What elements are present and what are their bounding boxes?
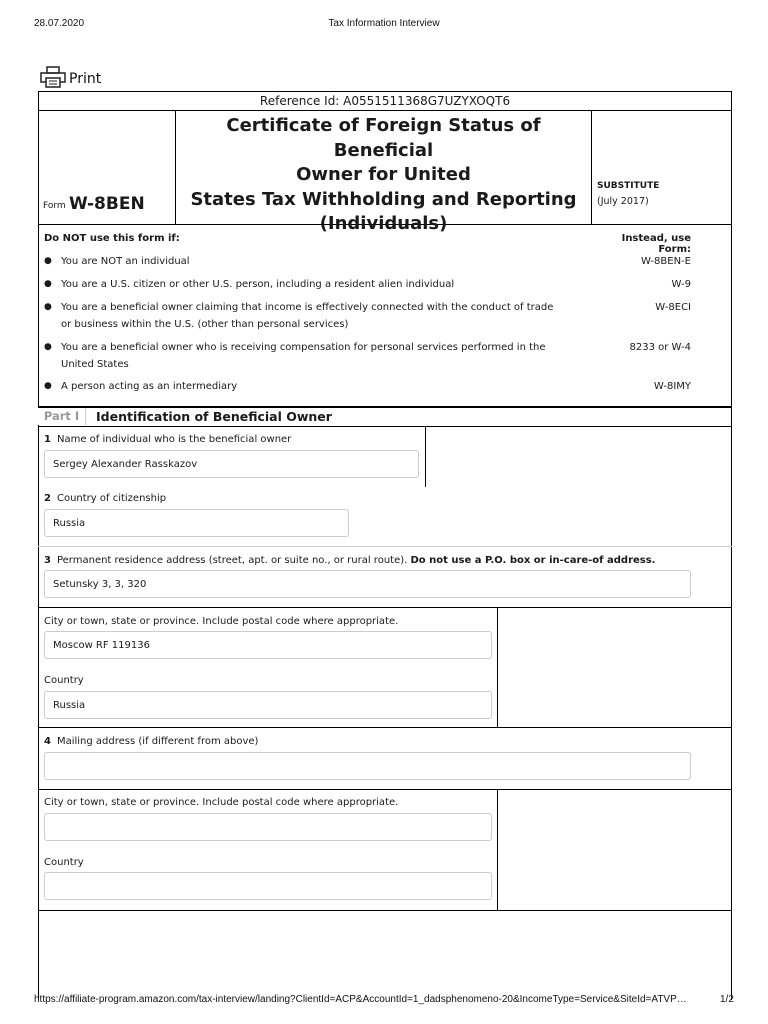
field-3-label: 3 Permanent residence address (street, apt. or suite no., or rural route). Do not use a P.O. box or in-care-of address. <box>44 555 656 566</box>
print-label: Print <box>69 71 102 87</box>
alternative-form: 8233 or W-4 <box>629 342 691 353</box>
bullet-icon: ● <box>44 256 52 266</box>
instead-use-heading: Instead, use Form: <box>621 233 691 255</box>
list-item <box>44 378 561 395</box>
permanent-address-input[interactable]: Setunsky 3, 3, 320 <box>44 570 691 598</box>
form-id-cell <box>38 110 176 225</box>
city-label: City or town, state or province. Include postal code where appropriate. <box>44 616 399 627</box>
list-item-text: You are NOT an individual <box>61 256 190 267</box>
form-name: W-8BEN <box>69 194 145 214</box>
form-label: Form <box>43 201 66 211</box>
divider <box>38 607 732 608</box>
bullet-icon: ● <box>44 381 52 391</box>
bullet-icon: ● <box>44 342 52 352</box>
list-item <box>44 276 561 293</box>
divider <box>38 426 732 427</box>
field-1-label: 1 Name of individual who is the beneficial owner <box>44 434 292 445</box>
country-input[interactable]: Russia <box>44 691 492 719</box>
form-title-line: Certificate of Foreign Status of Beneficial <box>226 115 541 161</box>
form-title-line: States Tax Withholding and Reporting <box>190 188 577 210</box>
print-button[interactable] <box>40 66 101 92</box>
divider <box>425 426 426 487</box>
list-item-text: A person acting as an intermediary <box>61 381 238 392</box>
country-of-citizenship-input[interactable]: Russia <box>44 509 349 537</box>
divider <box>38 727 732 728</box>
city-input[interactable]: Moscow RF 119136 <box>44 631 492 659</box>
form-title-line: Owner for United <box>296 164 471 185</box>
beneficial-owner-name-input[interactable]: Sergey Alexander Rasskazov <box>44 450 419 478</box>
revision-date: (July 2017) <box>597 196 649 207</box>
list-item-text: You are a beneficial owner who is receiving compensation for personal services performed in the United States <box>61 342 546 370</box>
country-label: Country <box>44 675 84 686</box>
mailing-country-input[interactable] <box>44 872 492 900</box>
alternative-form: W-8IMY <box>653 381 691 392</box>
list-item <box>44 299 561 333</box>
part-label: Part I <box>38 408 86 425</box>
list-item-text: You are a beneficial owner claiming that income is effectively connected with the conduct of trade or business within the U.S. (other than personal services) <box>61 302 554 330</box>
divider <box>497 607 498 727</box>
do-not-use-heading: Do NOT use this form if: <box>44 233 180 244</box>
printer-icon <box>40 66 66 92</box>
form-title-line: (Individuals) <box>319 213 448 234</box>
print-date: 28.07.2020 <box>34 18 85 29</box>
list-item <box>44 253 561 270</box>
field-2-label: 2 Country of citizenship <box>44 493 167 504</box>
print-page-title: Tax Information Interview <box>328 18 440 29</box>
form-title <box>176 110 592 234</box>
divider <box>38 910 732 911</box>
mailing-city-input[interactable] <box>44 813 492 841</box>
substitute-label: SUBSTITUTE <box>597 181 660 191</box>
substitute-cell <box>597 181 659 207</box>
print-page-number: 1/2 <box>720 994 734 1005</box>
divider <box>38 789 732 790</box>
divider <box>497 789 498 910</box>
bullet-icon: ● <box>44 302 52 312</box>
alternative-form: W-8ECI <box>655 302 691 313</box>
mailing-address-input[interactable] <box>44 752 691 780</box>
reference-id: Reference Id: A0551511368G7UZYXOQT6 <box>38 91 732 110</box>
list-item-text: You are a U.S. citizen or other U.S. person, including a resident alien individual <box>61 279 455 290</box>
part-title: Identification of Beneficial Owner <box>96 409 332 424</box>
divider <box>38 546 732 547</box>
mailing-city-label: City or town, state or province. Include postal code where appropriate. <box>44 797 399 808</box>
list-item <box>44 339 561 373</box>
bullet-icon: ● <box>44 279 52 289</box>
print-url: https://affiliate-program.amazon.com/tax-interview/landing?ClientId=ACP&AccountId=1_dadsphenomeno-20&IncomeType=Service&SiteId=ATVP… <box>34 994 687 1005</box>
alternative-form: W-9 <box>671 279 691 290</box>
alternative-form: W-8BEN-E <box>640 256 691 267</box>
mailing-country-label: Country <box>44 857 84 868</box>
field-4-label: 4 Mailing address (if different from above) <box>44 736 259 747</box>
